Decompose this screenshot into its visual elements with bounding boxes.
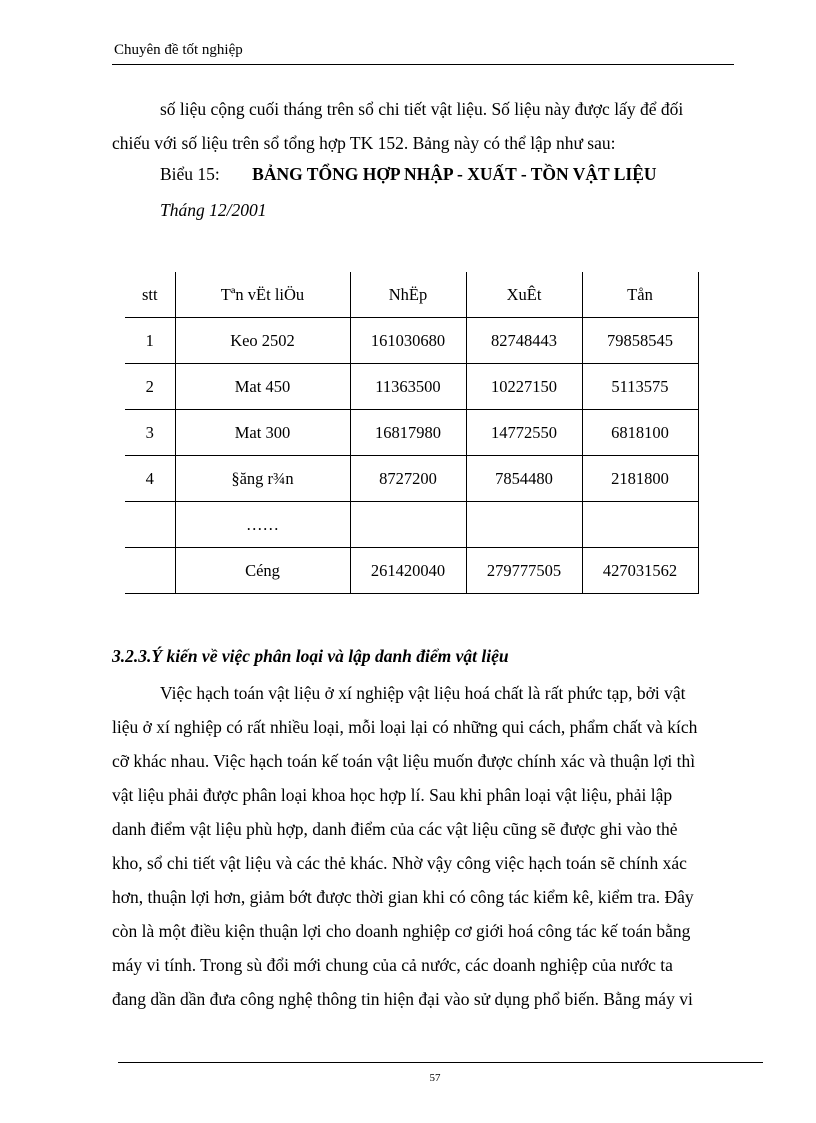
paragraph-line: danh điểm vật liệu phù hợp, danh điểm của các vật liệu cũng sẽ được ghi vào thẻ [112,819,678,839]
table-row [125,318,698,364]
table-cell: 79858545 [582,318,698,364]
table-cell: 6818100 [582,410,698,456]
table-title: BẢNG TỔNG HỢP NHẬP - XUẤT - TỒN VẬT LIỆU [252,164,657,184]
table-cell: Céng [175,548,350,594]
table-row [125,502,698,548]
paragraph-line: liệu ở xí nghiệp có rất nhiều loại, mỗi loại lại có những qui cách, phẩm chất và kích [112,717,698,737]
paragraph-line: còn là một điều kiện thuận lợi cho doanh nghiệp cơ giới hoá công tác kế toán bằng [112,921,691,941]
header-cell: stt [141,284,158,304]
table-cell: 1 [125,318,175,364]
footer-divider [118,1062,763,1063]
paragraph-line: Việc hạch toán vật liệu ở xí nghiệp vật liệu hoá chất là rất phức tạp, bởi vật [160,683,686,703]
table-cell [466,502,582,548]
page-header-title: Chuyên đề tốt nghiệp [114,42,243,58]
section-heading: 3.2.3.Ý kiến về việc phân loại và lập danh điểm vật liệu [112,646,509,666]
table-cell: 261420040 [350,548,466,594]
paragraph-line: cỡ khác nhau. Việc hạch toán kế toán vật liệu muốn được chính xác và thuận lợi thì [112,751,696,771]
table-cell: 16817980 [350,410,466,456]
header-cell: NhËp [350,272,466,318]
section-paragraph [112,676,748,1016]
paragraph-line: kho, sổ chi tiết vật liệu và các thẻ khác. Nhờ vậy công việc hạch toán sẽ chính xác [112,853,687,873]
table-cell: 3 [125,410,175,456]
header-divider [112,64,734,65]
intro-line-1: số liệu cộng cuối tháng trên sổ chi tiết vật liệu. Số liệu này được lấy để đối [160,99,684,119]
table-row [125,456,698,502]
table-row [125,410,698,456]
table-cell [582,502,698,548]
table-cell [125,548,175,594]
table-period: Tháng 12/2001 [160,200,267,220]
table-label: Biểu 15: [160,164,220,184]
table-cell: 427031562 [582,548,698,594]
paragraph-line: vật liệu phải được phân loại khoa học hợp lí. Sau khi phân loại vật liệu, phải lập [112,785,673,805]
table-cell: Mat 300 [175,410,350,456]
table-cell [125,502,175,548]
table-cell [350,502,466,548]
table-cell: 4 [125,456,175,502]
table-cell: Keo 2502 [175,318,350,364]
table-cell: 279777505 [466,548,582,594]
table-cell: Mat 450 [175,364,350,410]
table-header-row [125,272,698,318]
table-cell: 2 [125,364,175,410]
table-cell: 8727200 [350,456,466,502]
table-cell: 2181800 [582,456,698,502]
inventory-summary-table [125,272,699,594]
table-total-row [125,548,698,594]
table-cell: 7854480 [466,456,582,502]
paragraph-line: máy vi tính. Trong sù đổi mới chung của cả nước, các doanh nghiệp của nước ta [112,955,673,975]
table-cell: 10227150 [466,364,582,410]
table-cell: 82748443 [466,318,582,364]
table-cell: …… [175,502,350,548]
table-cell: 161030680 [350,318,466,364]
intro-paragraph [112,92,748,160]
table-row [125,364,698,410]
table-caption [160,164,657,185]
paragraph-line: đang dần dần đưa công nghệ thông tin hiện đại vào sử dụng phổ biến. Bằng máy vi [112,989,693,1009]
table-cell: §ăng r¾n [175,456,350,502]
header-cell: Tªn vËt liÖu [175,272,350,318]
header-cell: Tån [582,272,698,318]
table-cell: 5113575 [582,364,698,410]
intro-line-2: chiếu với số liệu trên sổ tổng hợp TK 152. Bảng này có thể lập như sau: [112,133,616,153]
header-cell: XuÊt [466,272,582,318]
table-cell: 14772550 [466,410,582,456]
table-cell: 11363500 [350,364,466,410]
page-number: 57 [429,1072,441,1084]
paragraph-line: hơn, thuận lợi hơn, giảm bớt được thời gian khi có công tác kiểm kê, kiểm tra. Đây [112,887,694,907]
